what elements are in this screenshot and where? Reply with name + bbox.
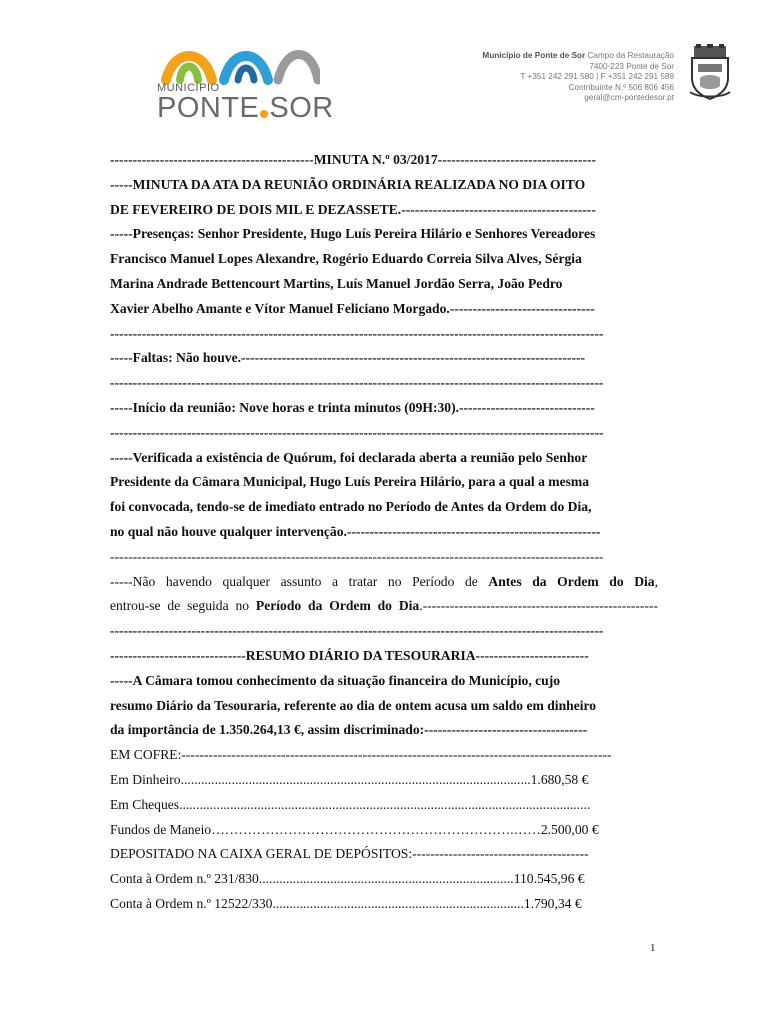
contact-address1: Campo da Restauração	[587, 51, 674, 60]
text-run: .----------------------------------------------------	[419, 598, 658, 614]
page-number: 1	[650, 942, 656, 954]
text-line: DEPOSITADO NA CAIXA GERAL DE DEPÓSITOS:---------------------------------------	[110, 846, 589, 862]
text-line: -------------------------------------------------------------------------------------------------------------	[110, 375, 604, 391]
minutes-body	[110, 148, 658, 917]
text-line: ------------------------------RESUMO DIÁRIO DA TESOURARIA-------------------------	[110, 647, 589, 663]
text-line: ---------------------------------------------MINUTA N.º 03/2017-----------------------------------	[110, 152, 597, 167]
text-line: no qual não houve qualquer intervenção.--------------------------------------------------------	[110, 523, 601, 539]
text-run-bold: Antes da Ordem do Dia	[488, 573, 655, 589]
text-run: entrou-se de seguida no	[110, 598, 256, 614]
logo-wordmark	[157, 92, 334, 125]
logo-name-ponte: PONTE	[157, 92, 260, 124]
contact-phone: T +351 242 291 580 | F +351 242 291 589	[520, 72, 674, 82]
text-line: resumo Diário da Tesouraria, referente ao dia de ontem acusa um saldo em dinheiro	[110, 697, 597, 713]
text-line: -----A Câmara tomou conhecimento da situação financeira do Município, cujo	[110, 672, 561, 688]
logo-name-sor: SOR	[269, 92, 334, 124]
text-line: -------------------------------------------------------------------------------------------------------------	[110, 548, 604, 564]
text-line: Conta à Ordem n.º 231/830...........................................................................110.545,96 €	[110, 871, 585, 887]
letterhead	[0, 0, 770, 130]
text-line: Em Dinheiro.......................................................................................................1.680,58 €	[110, 771, 589, 787]
text-line: -----Faltas: Não houve.----------------------------------------------------------------------------	[110, 350, 586, 366]
logo-caption: MUNICÍPIO	[157, 82, 220, 94]
text-run: ,	[654, 573, 658, 589]
text-line: -----MINUTA DA ATA DA REUNIÃO ORDINÁRIA REALIZADA NO DIA OITO	[110, 176, 586, 192]
coat-of-arms-icon	[688, 44, 732, 100]
contact-line-1	[482, 51, 674, 62]
text-line: Marina Andrade Bettencourt Martins, Luís Manuel Jordão Serra, João Pedro	[110, 275, 563, 291]
contact-block	[482, 51, 674, 104]
text-line: foi convocada, tendo-se de imediato entrado no Período de Antes da Ordem do Dia,	[110, 499, 592, 515]
text-line: Conta à Ordem n.º 12522/330..........................................................................1.790,34 €	[110, 895, 582, 911]
text-run-bold: Período da Ordem do Dia	[255, 598, 420, 614]
text-line: -----Presenças: Senhor Presidente, Hugo Luís Pereira Hilário e Senhores Vereadores	[110, 226, 596, 242]
contact-email: geral@cm-pontedesor.pt	[584, 93, 674, 103]
text-line	[110, 570, 658, 595]
text-line: da importância de 1.350.264,13 €, assim discriminado:------------------------------------	[110, 722, 588, 738]
text-line: -----Verificada a existência de Quórum, foi declarada aberta a reunião pelo Senhor	[110, 449, 588, 465]
text-line: DE FEVEREIRO DE DOIS MIL E DEZASSETE.-------------------------------------------	[110, 201, 596, 217]
contact-nif: Contribuinte N.º 506 806 456	[568, 82, 674, 92]
text-line: Presidente da Câmara Municipal, Hugo Luís Pereira Hilário, para a qual a mesma	[110, 474, 590, 490]
contact-name: Município de Ponte de Sor	[482, 51, 586, 60]
text-line: -------------------------------------------------------------------------------------------------------------	[110, 424, 604, 440]
text-line	[110, 594, 658, 619]
text-line: -------------------------------------------------------------------------------------------------------------	[110, 325, 604, 341]
text-run: -----Não havendo qualquer assunto a tratar no Período de	[110, 573, 489, 589]
text-line: Em Cheques.........................................................................................................................	[110, 796, 591, 812]
text-line: Fundos de Maneio………………………………………………………….……2.500,00 €	[110, 821, 599, 837]
text-line: EM COFRE:-----------------------------------------------------------------------------------------------	[110, 747, 612, 763]
contact-address2: 7400-223 Ponte de Sor	[589, 61, 674, 71]
text-line: Xavier Abelho Amante e Vítor Manuel Feliciano Morgado.--------------------------------	[110, 300, 595, 316]
text-line: -----Início da reunião: Nove horas e trinta minutos (09H:30).------------------------------	[110, 399, 595, 415]
text-line: -------------------------------------------------------------------------------------------------------------	[110, 623, 604, 639]
text-line: Francisco Manuel Lopes Alexandre, Rogério Eduardo Correia Silva Alves, Sérgia	[110, 251, 582, 267]
